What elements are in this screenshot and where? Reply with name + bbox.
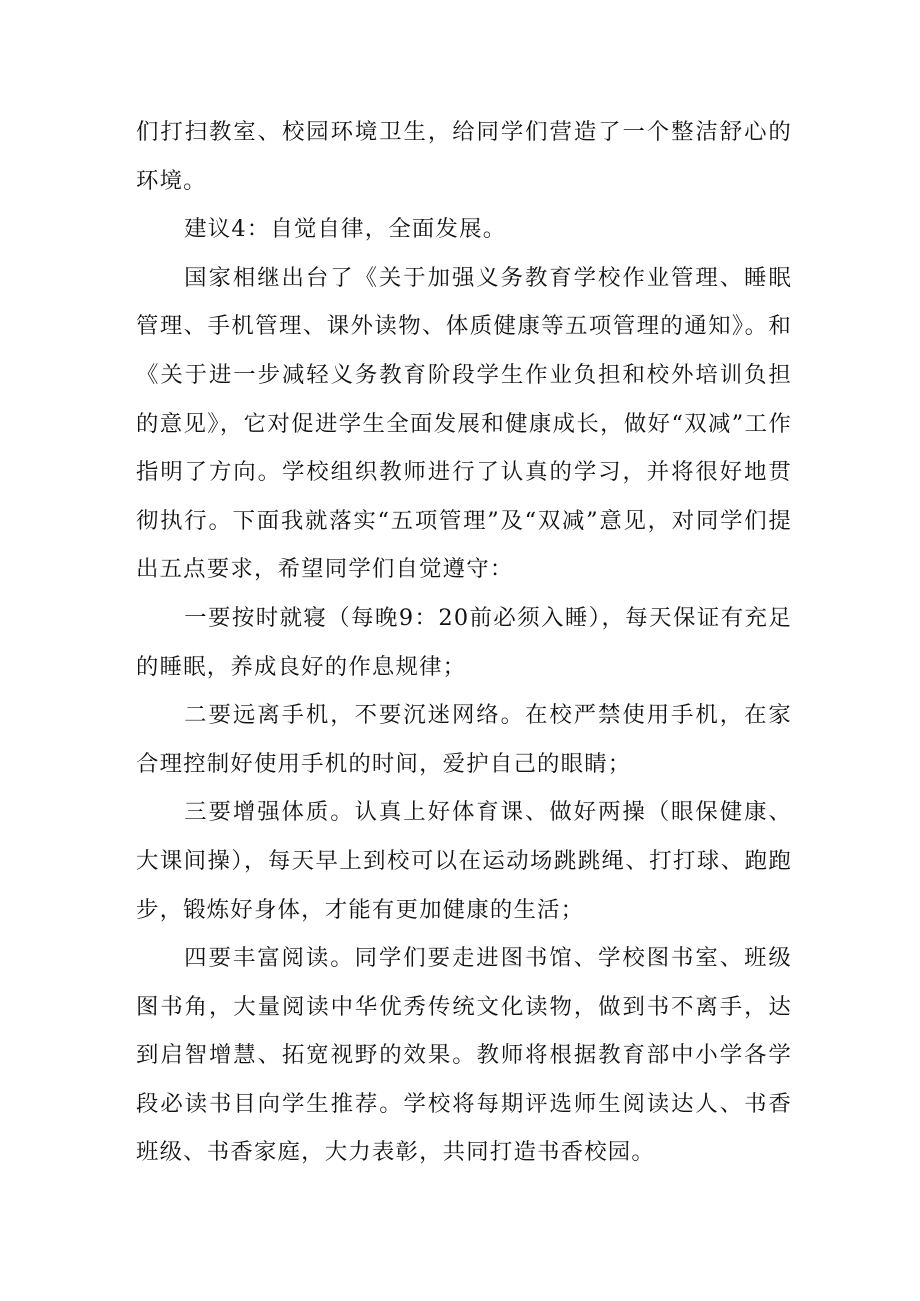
document-body bbox=[136, 108, 792, 1177]
paragraph-continuation: 们打扫教室、校园环境卫生，给同学们营造了一个整洁舒心的环境。 bbox=[136, 119, 792, 194]
paragraph-requirement-reading: 四要丰富阅读。同学们要走进图书馆、学校图书室、班级图书角，大量阅读中华优秀传统文化读物，做到书不离手，达到启智增慧、拓宽视野的效果。教师将根据教育部中小学各学段必读书目向学生推荐。学校将每期评选师生阅读达人、书香班级、书香家庭，大力表彰，共同打造书香校园。 bbox=[136, 945, 792, 1166]
paragraph-requirement-fitness: 三要增强体质。认真上好体育课、做好两操（眼保健康、大课间操），每天早上到校可以在运动场跳跳绳、打打球、跑跑步，锻炼好身体，才能有更加健康的生活； bbox=[136, 799, 792, 923]
paragraph-suggestion-heading: 建议4：自觉自律，全面发展。 bbox=[184, 216, 507, 243]
paragraph-requirement-phone: 二要远离手机，不要沉迷网络。在校严禁使用手机，在家合理控制好使用手机的时间，爱护自己的眼睛； bbox=[136, 702, 792, 777]
paragraph-policy-intro: 国家相继出台了《关于加强义务教育学校作业管理、睡眠管理、手机管理、课外读物、体质健康等五项管理的通知》。和《关于进一步减轻义务教育阶段学生作业负担和校外培训负担的意见》，它对促进学生全面发展和健康成长，做好“双减”工作指明了方向。学校组织教师进行了认真的学习，并将很好地贯彻执行。下面我就落实“五项管理”及“双减”意见，对同学们提出五点要求，希望同学们自觉遵守： bbox=[136, 264, 792, 583]
paragraph-requirement-sleep: 一要按时就寝（每晚9：20前必须入睡），每天保证有充足的睡眠，养成良好的作息规律； bbox=[136, 604, 792, 680]
